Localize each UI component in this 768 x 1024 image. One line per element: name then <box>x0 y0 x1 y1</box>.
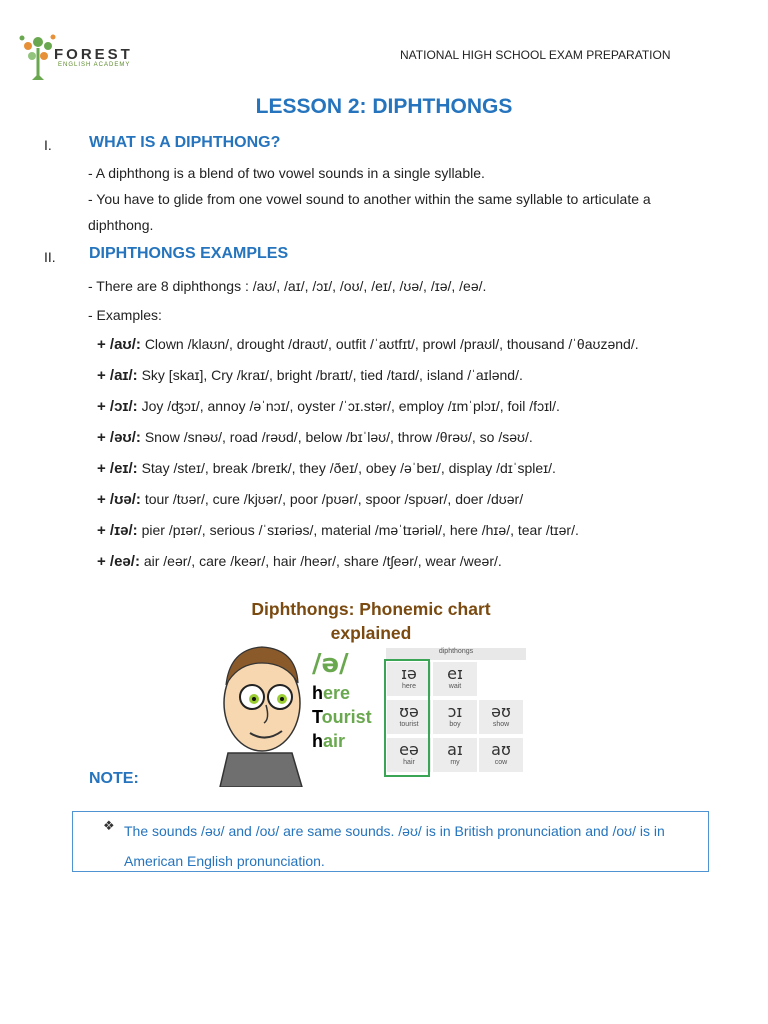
example-row <box>97 398 560 415</box>
example-word-tourist: Tourist <box>312 707 372 727</box>
example-label: + /eɪ/: <box>97 460 138 477</box>
example-label: + /aɪ/: <box>97 367 138 384</box>
schwa-symbol: /ə/ <box>312 649 349 679</box>
chart-title-line-1: Diphthongs: Phonemic chart <box>251 599 491 619</box>
example-label: + /ʊə/: <box>97 491 141 508</box>
section-1-numeral: I. <box>44 137 52 153</box>
section-1-line-1: - A diphthong is a blend of two vowel sounds in a single syllable. <box>88 165 485 181</box>
example-row <box>97 460 556 477</box>
note-box <box>72 811 709 872</box>
logo-subtitle: ENGLISH ACADEMY <box>58 62 131 68</box>
example-text: Joy /ʤɔɪ/, annoy /əˈnɔɪ/, oyster /ˈɔɪ.stər/, employ /ɪmˈplɔɪ/, foil /fɔɪl/. <box>141 398 560 414</box>
note-text: The sounds /əʊ/ and /oʊ/ are same sounds. /əʊ/ is in British pronunciation and /oʊ/ is in American English pronunciation. <box>124 823 665 869</box>
section-2-title: DIPHTHONGS EXAMPLES <box>89 245 289 262</box>
page-title: LESSON 2: DIPHTHONGS <box>255 95 513 118</box>
example-row <box>97 522 579 539</box>
example-text: Clown /klaʊn/, drought /draʊt/, outfit /ˈaʊtfɪt/, prowl /praʊl/, thousand /ˈθaʊzənd/. <box>144 336 639 352</box>
example-text: Snow /snəʊ/, road /rəʊd/, below /bɪˈləʊ/, throw /θrəʊ/, so /səʊ/. <box>144 429 533 445</box>
diamond-bullet-icon: ❖ <box>103 818 115 833</box>
section-1-title: WHAT IS A DIPHTHONG? <box>89 134 281 151</box>
phoneme-cell: aɪ my <box>432 737 478 773</box>
example-text: Sky [skaɪ], Cry /kraɪ/, bright /braɪt/, tied /taɪd/, island /ˈaɪlənd/. <box>141 367 523 383</box>
phoneme-cell: ʊə tourist <box>386 699 432 735</box>
example-text: air /eər/, care /keər/, hair /heər/, share /tʃeər/, wear /weər/. <box>143 553 502 569</box>
logo-name: FOREST <box>54 46 133 63</box>
tree-icon <box>18 30 58 84</box>
phoneme-cell: eɪ wait <box>432 661 478 697</box>
table-header: diphthongs <box>386 648 526 660</box>
example-text: Stay /steɪ/, break /breɪk/, they /ðeɪ/, obey /əˈbeɪ/, display /dɪˈspleɪ/. <box>141 460 556 476</box>
example-label: + /ɪə/: <box>97 522 138 539</box>
example-label: + /əʊ/: <box>97 429 141 446</box>
section-1-line-2: - You have to glide from one vowel sound to another within the same syllable to articulate a diphthong. <box>88 191 651 233</box>
phoneme-cell: ɪə here <box>386 661 432 697</box>
example-row <box>97 367 523 384</box>
phoneme-cell: aʊ cow <box>478 737 524 773</box>
examples-label: - Examples: <box>88 307 162 323</box>
phoneme-cell: eə hair <box>386 737 432 773</box>
example-word-hair: hair <box>312 731 346 751</box>
example-label: + /aʊ/: <box>97 336 141 353</box>
example-row <box>97 336 639 353</box>
example-text: pier /pɪər/, serious /ˈsɪəriəs/, material /məˈtɪəriəl/, here /hɪə/, tear /tɪər/. <box>141 522 579 538</box>
phoneme-cell: əʊ show <box>478 699 524 735</box>
cartoon-teacher-icon <box>210 635 310 787</box>
example-row <box>97 429 533 446</box>
chart-title-line-2: explained <box>330 623 412 643</box>
schwa-column-highlight <box>384 659 430 777</box>
example-word-here: here <box>312 683 351 703</box>
note-label: NOTE: <box>89 770 139 787</box>
example-text: tour /tʊər/, cure /kjʊər/, poor /pʊər/, spoor /spʊər/, doer /dʊər/ <box>144 491 524 507</box>
example-row <box>97 553 502 570</box>
diphthong-intro: - There are 8 diphthongs : /aʊ/, /aɪ/, /ɔɪ/, /oʊ/, /eɪ/, /ʊə/, /ɪə/, /eə/. <box>88 278 487 294</box>
example-label: + /eə/: <box>97 553 140 570</box>
phonemic-chart-image <box>208 595 534 787</box>
section-2-numeral: II. <box>44 249 56 265</box>
example-row <box>97 491 523 508</box>
header-text: NATIONAL HIGH SCHOOL EXAM PREPARATION <box>400 48 671 62</box>
phoneme-cell: ɔɪ boy <box>432 699 478 735</box>
example-label: + /ɔɪ/: <box>97 398 138 415</box>
